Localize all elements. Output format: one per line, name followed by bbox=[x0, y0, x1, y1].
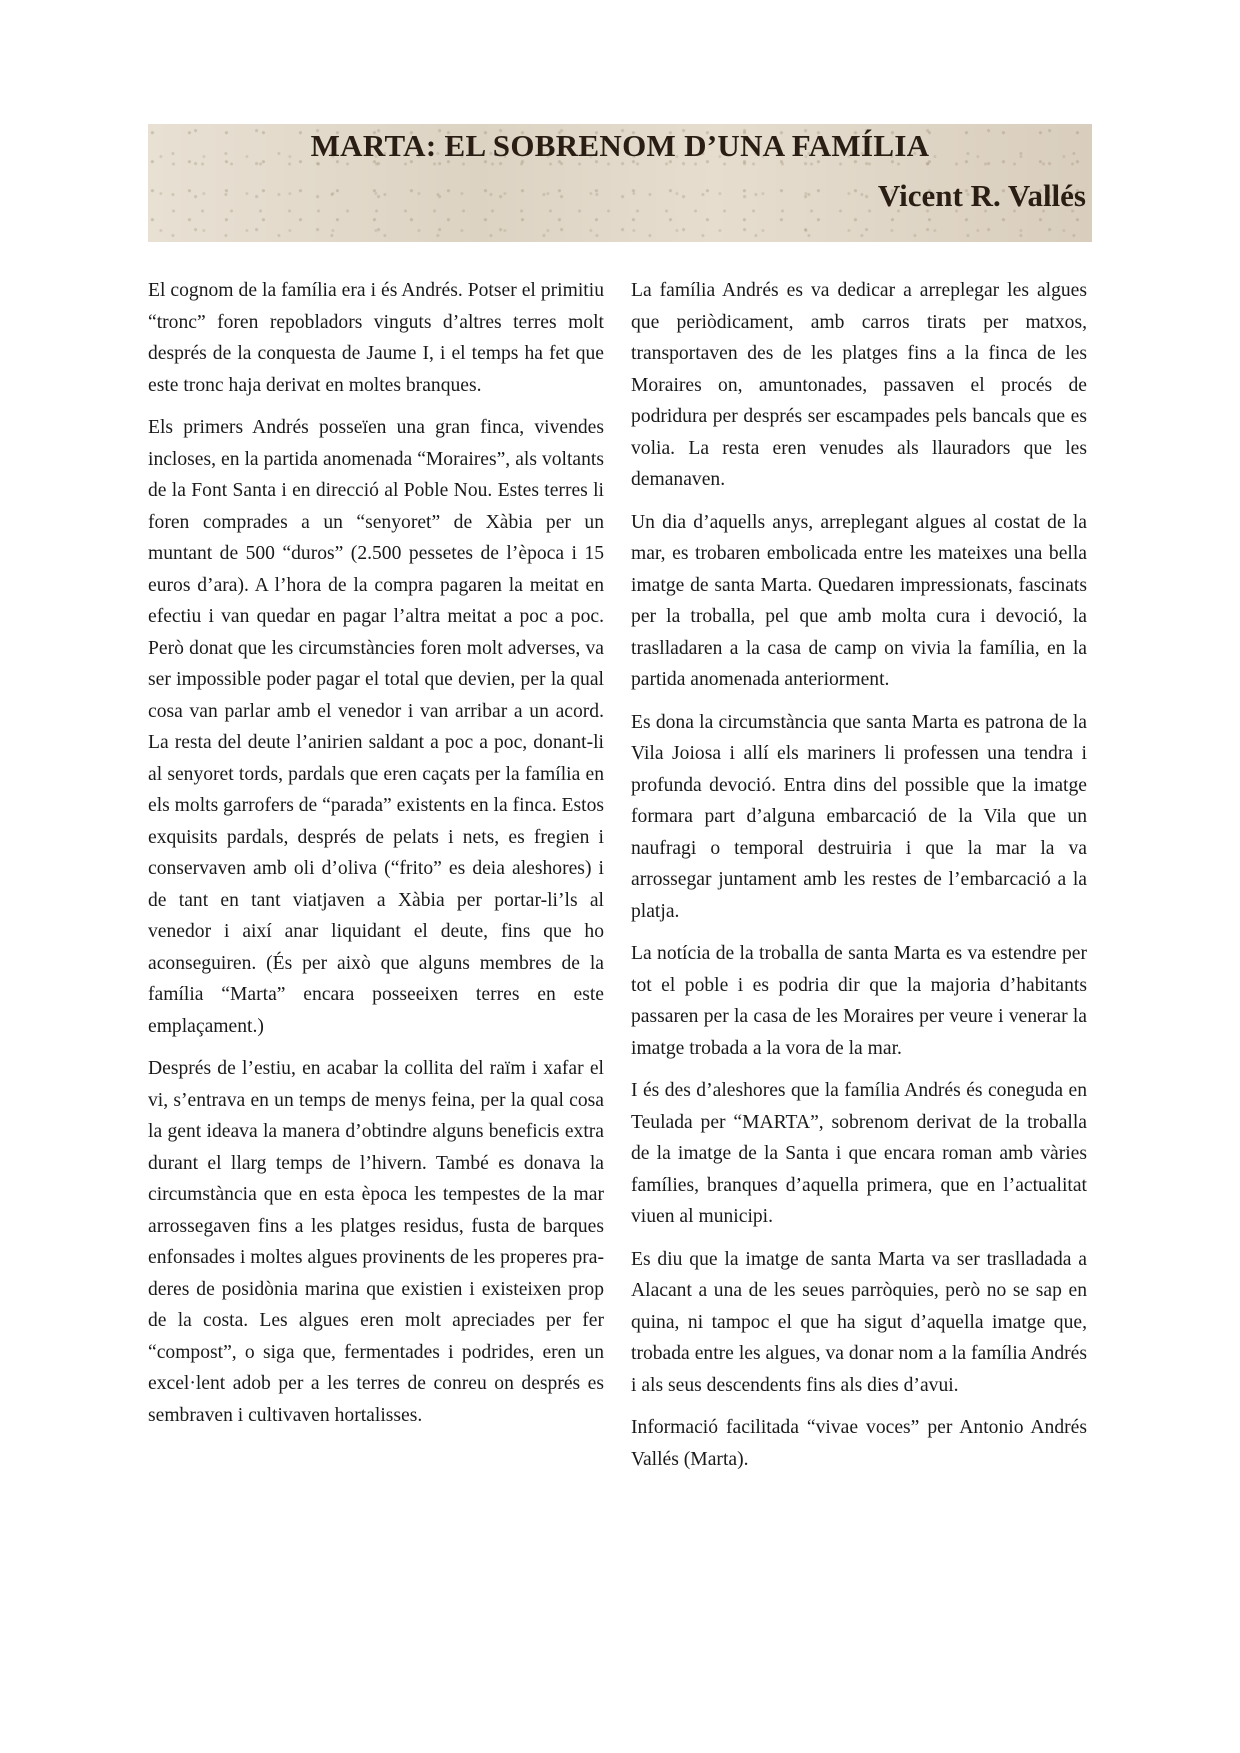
paragraph: Informació facilitada “vivae voces” per Antonio Andrés Vallés (Marta). bbox=[631, 1417, 1087, 1470]
title-banner bbox=[148, 124, 1092, 242]
article-title: MARTA: EL SOBRENOM D’UNA FAMÍLIA bbox=[310, 128, 930, 163]
paragraph: Els primers Andrés posseïen una gran finca, vivendes incloses, en la partida anomenada “Moraires”, als voltants de la Font Santa i en direcció al Poble Nou. Estes terres li foren comprades a un “senyoret” de Xàbia per un muntant de 500 “duros” (2.500 pessetes de l’època i 15 euros d’ara). A l’hora de la compra pagaren la meitat en efectiu i van quedar en pagar l’altra meitat a poc a poc. Però donat que les circumstàncies foren molt adverses, va ser impossible poder pagar el total que devien, per la qual cosa van parlar amb el venedor i van arribar a un acord. La resta del deute l’anirien saldant a poc a poc, donant-li al senyoret tords, pardals que eren caçats per la família en els molts garrofers de “parada” existents en la finca. Estos exquisits pardals, després de pelats i nets, es fregien i conservaven amb oli d’oliva (“frito” es deia aleshores) i de tant en tant viatjaven a Xàbia per portar-li’ls al venedor i així anar liquidant el deute, fins que ho aconseguiren. (És per això que alguns membres de la família “Marta” encara posseeixen terres en este emplaçament.) bbox=[148, 417, 604, 1037]
left-column bbox=[148, 275, 604, 1442]
paragraph: I és des d’aleshores que la família Andrés és coneguda en Teulada per “MARTA”, sobrenom derivat de la troballa de la imatge de la Santa i que encara roman amb vàries famílies, branques d’aquella primera, que en l’actualitat viuen al municipi. bbox=[631, 1080, 1087, 1227]
paragraph: La notícia de la troballa de santa Marta es va estendre per tot el poble i es podria dir que la majoria d’habitants passaren per la casa de les Moraires per veure i venerar la imatge trobada a la vora de la mar. bbox=[631, 943, 1087, 1059]
paragraph: Es dona la circumstància que santa Marta es patrona de la Vila Joiosa i allí els mariners li professen una tendra i profunda devoció. Entra dins del possible que la imatge formara part d’alguna embarcació de la Vila que un naufragi o temporal destruiria i que la mar la va arrossegar juntament amb les restes de l’embarcació a la platja. bbox=[631, 711, 1087, 922]
paragraph: Un dia d’aquells anys, arreplegant algues al costat de la mar, es trobaren embolicada entre les mateixes una bella imatge de santa Marta. Quedaren impressionats, fascinats per la troballa, pel que amb molta cura i devoció, la traslladaren a la casa de camp on vivia la família, en la partida anomenada anteriorment. bbox=[631, 511, 1087, 690]
paragraph: El cognom de la família era i és Andrés. Potser el primitiu “tronc” foren repobladors vinguts d’altres terres molt després de la conquesta de Jaume I, i el temps ha fet que este tronc haja derivat en moltes branques. bbox=[148, 280, 604, 396]
paragraph: Es diu que la imatge de santa Marta va ser traslladada a Alacant a una de les seues parròquies, però no se sap en quina, ni tampoc el que ha sigut d’aquella imatge que, trobada entre les algues, va donar nom a la família Andrés i als seus descendents fins als dies d’avui. bbox=[631, 1248, 1087, 1396]
right-column bbox=[631, 275, 1087, 1486]
paragraph: Després de l’estiu, en acabar la collita del raïm i xafar el vi, s’entrava en un temps de menys feina, per la qual cosa la gent ideava la manera d’obtindre alguns beneficis extra durant el llarg temps de l’hivern. També es donava la circumstància que en esta època les tempestes de la mar arrossegaven fins a les platges residus, fusta de barques enfonsades i moltes algues provinents de les properes praderes de posidònia marina que existien i existeixen prop de la costa. Les algues eren molt apreciades per fer “compost”, o siga que, fermentades i podrides, eren un excel·lent adob per a les terres de conreu on després es sembraven i cultivaven hortalisses. bbox=[148, 1058, 604, 1426]
paragraph: La família Andrés es va dedicar a arreplegar les algues que periòdicament, amb carros tirats per matxos, transportaven des de les platges fins a la finca de les Moraires on, amuntonades, passaven el procés de podridura per després ser escampades pels bancals que es volia. La resta eren venudes als llauradors que les demanaven. bbox=[631, 280, 1087, 490]
article-author: Vicent R. Vallés bbox=[877, 178, 1086, 213]
